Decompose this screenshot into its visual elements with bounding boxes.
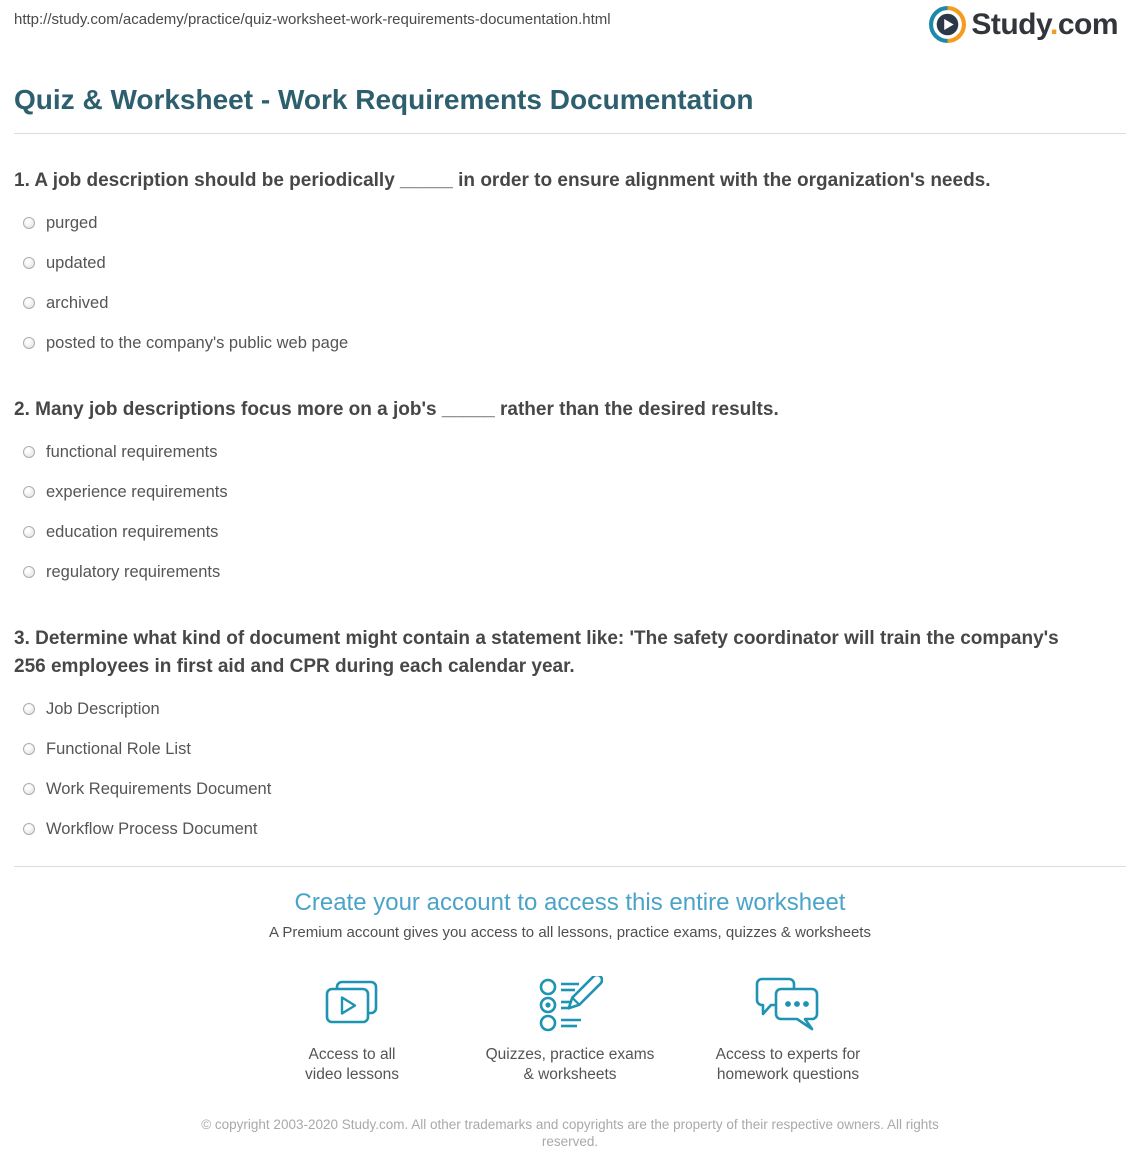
question-3-option-1[interactable]: [23, 689, 1126, 729]
question-1-option-4[interactable]: [23, 323, 1126, 363]
option-label[interactable]: posted to the company's public web page: [46, 333, 349, 352]
page-url: http://study.com/academy/practice/quiz-worksheet-work-requirements-documentation.html: [14, 11, 611, 28]
studycom-logo-icon: [929, 6, 966, 43]
question-2-option-1[interactable]: [23, 432, 1126, 472]
question-2-option-3[interactable]: [23, 512, 1126, 552]
feature-video-lessons: [243, 976, 461, 1085]
question-3-text: 3. Determine what kind of document might contain a statement like: 'The safety coordinator will train the company's 256 employees in first aid and CPR during each calendar year.: [14, 628, 1059, 677]
feature-label: Access to experts for homework questions: [715, 1046, 861, 1083]
title-divider: [14, 133, 1126, 134]
create-account-section: [0, 888, 1140, 1085]
question-2-option-4[interactable]: [23, 552, 1126, 592]
feature-quizzes-worksheets: [461, 976, 679, 1085]
radio-button[interactable]: [23, 783, 35, 795]
chat-experts-icon: [679, 976, 897, 1034]
option-label[interactable]: education requirements: [46, 522, 219, 541]
option-label[interactable]: Workflow Process Document: [46, 819, 258, 838]
radio-button[interactable]: [23, 257, 35, 269]
question-1-option-3[interactable]: [23, 283, 1126, 323]
question-2-option-2[interactable]: [23, 472, 1126, 512]
option-label[interactable]: functional requirements: [46, 442, 218, 461]
feature-list: [0, 976, 1140, 1085]
radio-button[interactable]: [23, 486, 35, 498]
question-1-option-2[interactable]: [23, 243, 1126, 283]
question-1-text: 1. A job description should be periodically _____ in order to ensure alignment with the organization's needs.: [14, 170, 991, 191]
radio-button[interactable]: [23, 823, 35, 835]
radio-button[interactable]: [23, 337, 35, 349]
studycom-logo[interactable]: [929, 6, 1118, 43]
question-2: [14, 396, 1126, 592]
question-3-option-3[interactable]: [23, 769, 1126, 809]
studycom-logo-text: Study.com: [971, 7, 1118, 41]
cta-heading: Create your account to access this entire worksheet: [294, 889, 846, 916]
feature-expert-help: [679, 976, 897, 1085]
question-3-option-4[interactable]: [23, 809, 1126, 849]
cta-subheading: A Premium account gives you access to all lessons, practice exams, quizzes & worksheets: [269, 924, 871, 941]
radio-button[interactable]: [23, 703, 35, 715]
radio-button[interactable]: [23, 217, 35, 229]
feature-label: Quizzes, practice exams & worksheets: [485, 1046, 655, 1083]
question-1: [14, 167, 1126, 363]
option-label[interactable]: purged: [46, 213, 98, 232]
option-label[interactable]: archived: [46, 293, 109, 312]
radio-button[interactable]: [23, 446, 35, 458]
option-label[interactable]: regulatory requirements: [46, 562, 221, 581]
option-label[interactable]: Job Description: [46, 699, 160, 718]
option-label[interactable]: Work Requirements Document: [46, 779, 272, 798]
quiz-worksheet-icon: [461, 976, 679, 1034]
page-header: [0, 0, 1140, 62]
cta-divider: [14, 866, 1126, 867]
question-3: [14, 625, 1126, 849]
radio-button[interactable]: [23, 526, 35, 538]
option-label[interactable]: updated: [46, 253, 106, 272]
radio-button[interactable]: [23, 566, 35, 578]
radio-button[interactable]: [23, 297, 35, 309]
option-label[interactable]: Functional Role List: [46, 739, 191, 758]
question-3-option-2[interactable]: [23, 729, 1126, 769]
page-title: Quiz & Worksheet - Work Requirements Documentation: [14, 84, 754, 115]
option-label[interactable]: experience requirements: [46, 482, 228, 501]
copyright-notice: © copyright 2003-2020 Study.com. All other trademarks and copyrights are the property of their respective owners. All rights reserved.: [201, 1117, 939, 1149]
question-2-text: 2. Many job descriptions focus more on a job's _____ rather than the desired results.: [14, 399, 779, 420]
video-lessons-icon: [243, 976, 461, 1034]
feature-label: Access to all video lessons: [305, 1046, 399, 1083]
radio-button[interactable]: [23, 743, 35, 755]
question-1-option-1[interactable]: [23, 203, 1126, 243]
quiz-questions: [14, 167, 1126, 849]
